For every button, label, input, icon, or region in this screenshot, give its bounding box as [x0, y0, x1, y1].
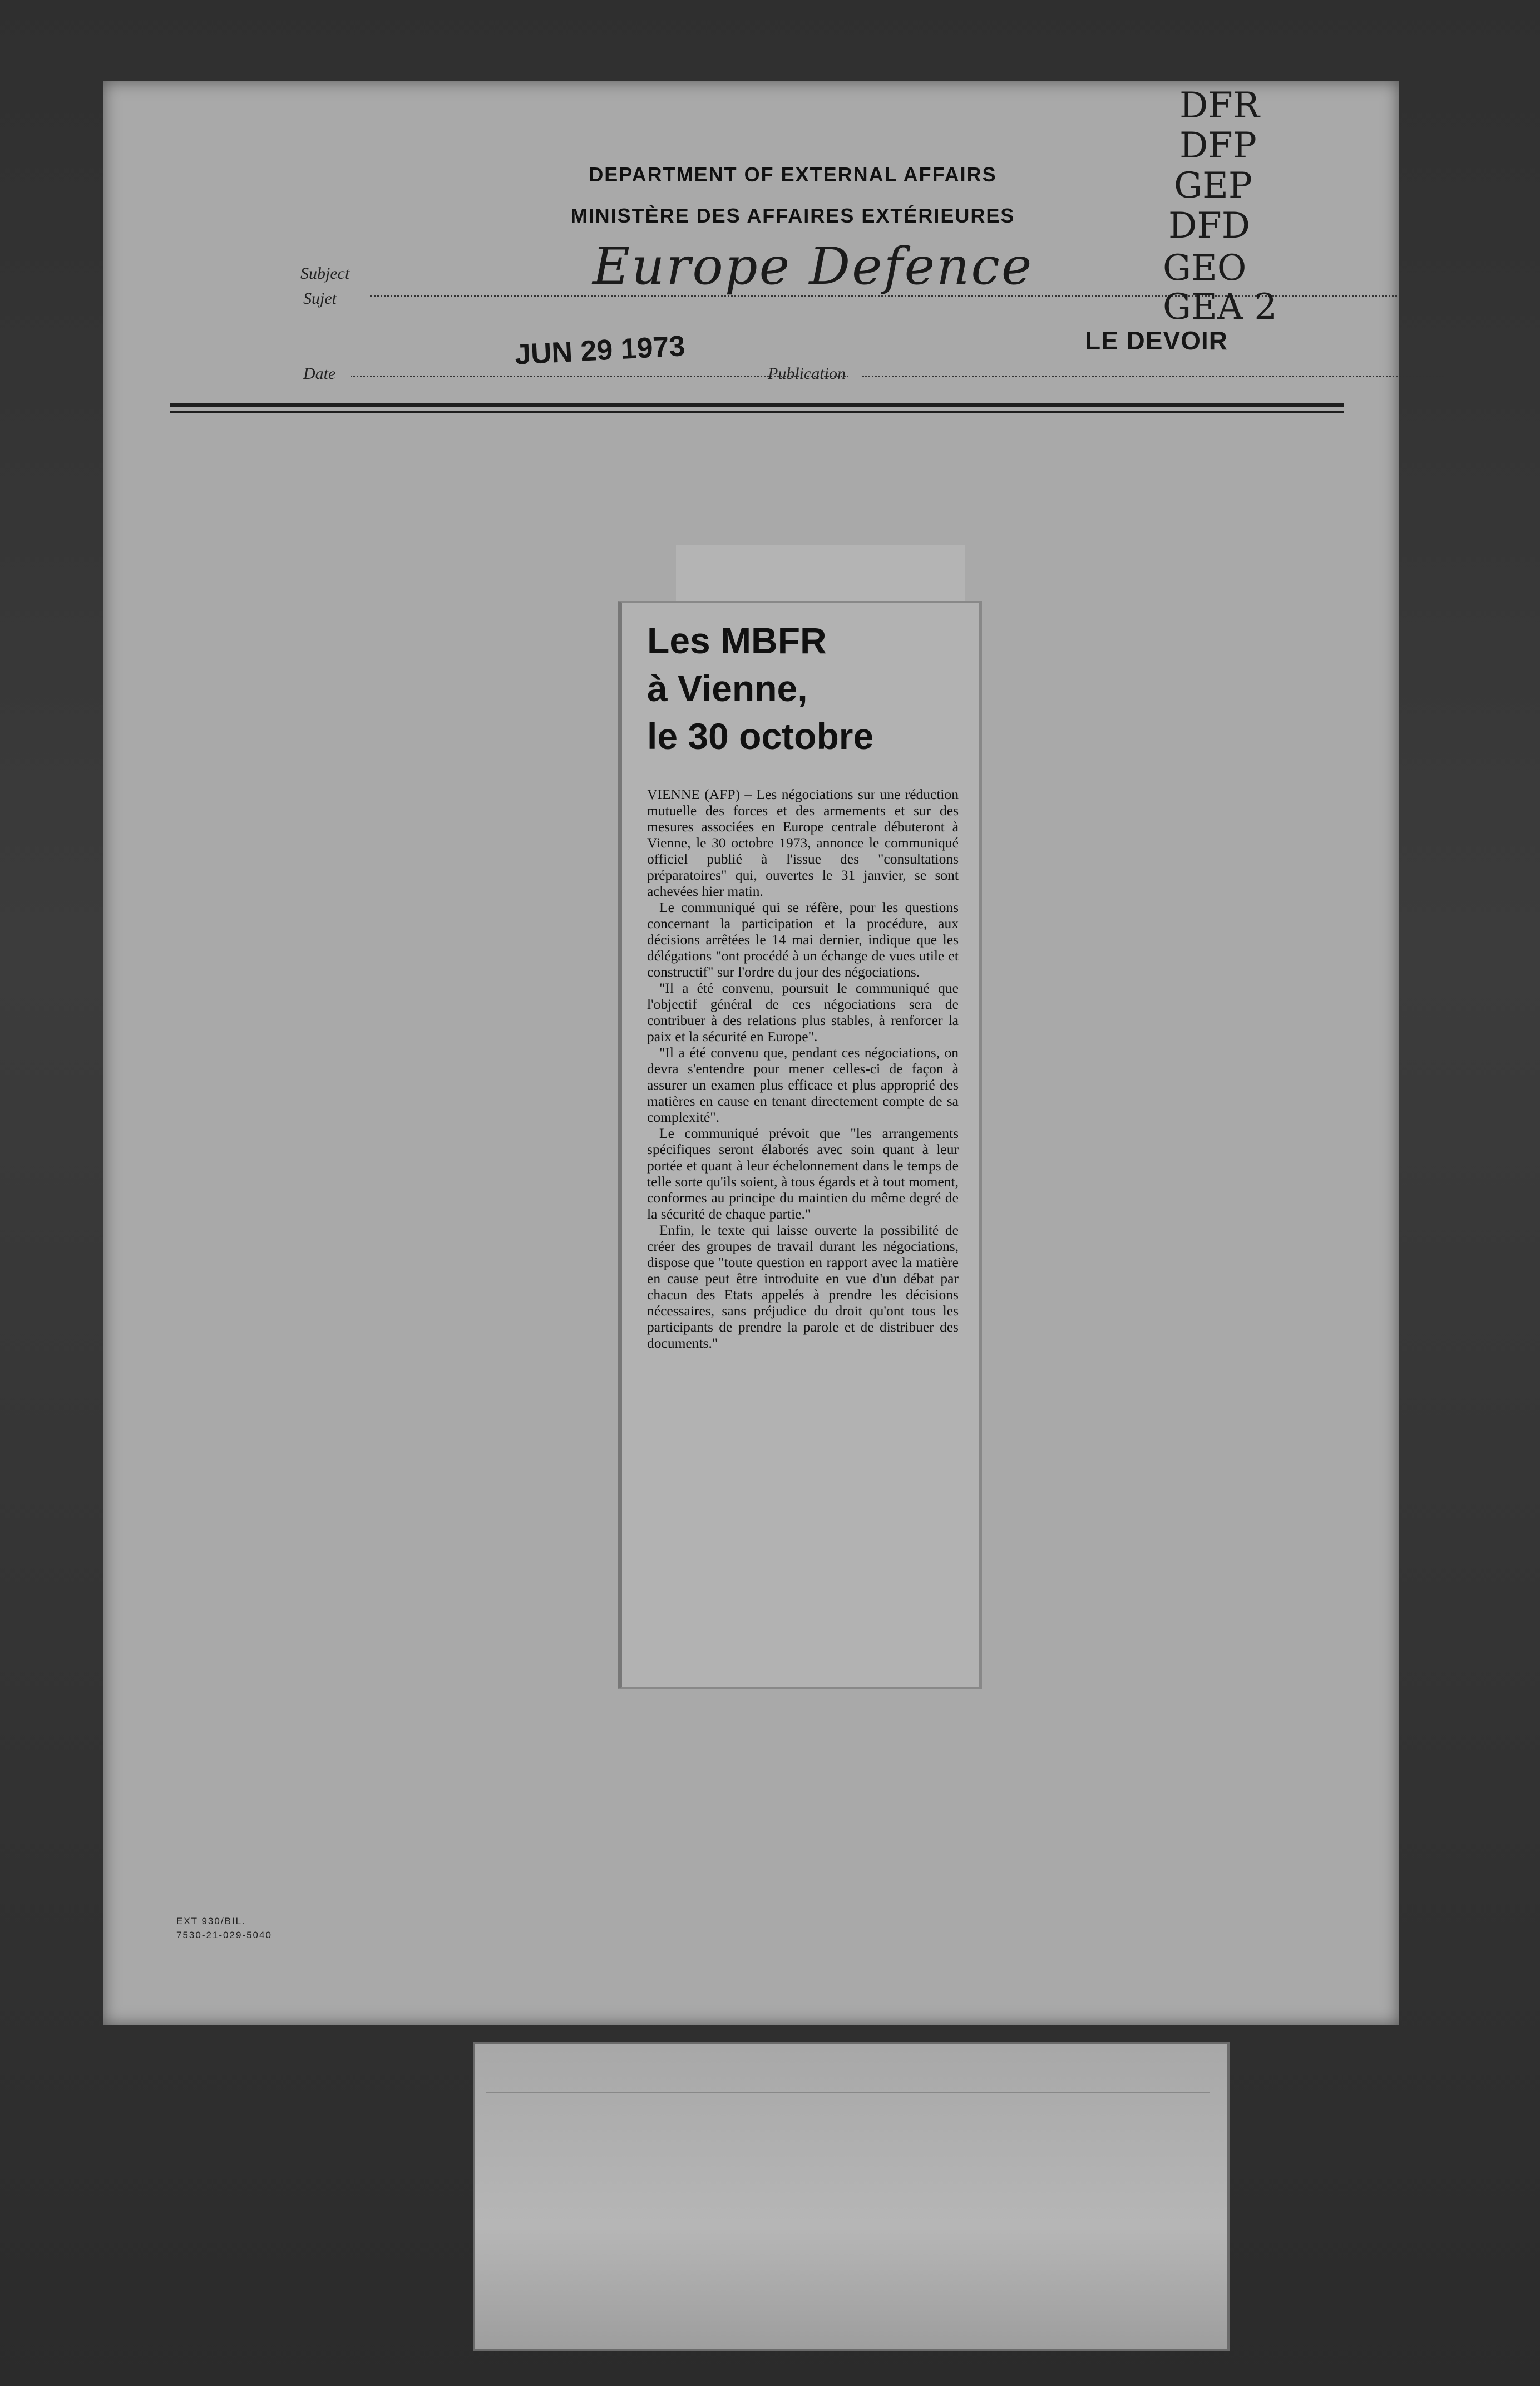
- headline-line: à Vienne,: [647, 668, 808, 709]
- form-number-line: EXT 930/BIL.: [176, 1916, 246, 1926]
- department-name-fr: MINISTÈRE DES AFFAIRES EXTÉRIEURES: [570, 204, 1015, 227]
- routing-code: GEA 2: [1163, 287, 1277, 328]
- headline-line: Les MBFR: [647, 620, 827, 661]
- date-label: Date: [303, 364, 336, 383]
- clipping-headline: [647, 617, 970, 760]
- header-divider: [170, 411, 1344, 413]
- subject-label: Subject: [300, 264, 350, 283]
- header-divider: [170, 403, 1344, 407]
- article-paragraph: Le communiqué qui se réfère, pour les questions concernant la participation et la procédure, aux décisions arrêtées le 14 mai dernier, indique que les délégations "ont procédé à un échange de vues utile et constructif" sur l'ordre du jour des négociations.: [647, 899, 959, 980]
- subject-handwritten: Europe Defence: [593, 236, 1034, 296]
- form-number-line: 7530-21-029-5040: [176, 1930, 272, 1940]
- clipping-form-sheet: [103, 81, 1399, 2025]
- routing-code: GEO: [1163, 248, 1247, 289]
- article-paragraph: Enfin, le texte qui laisse ouverte la possibilité de créer des groupes de travail durant les négociations, dispose que "toute question en rapport avec la matière en cause peut être introduite en vue d'un débat par chacun des Etats appelés à prendre les décisions nécessaires, sans préjudice du droit qu'ont tous les participants de prendre la parole et de distribuer des documents.": [647, 1222, 959, 1351]
- date-stamp: JUN 29 1973: [514, 330, 686, 371]
- article-paragraph: Le communiqué prévoit que "les arrangements spécifiques seront élaborés avec soin quant à leur portée et quant à leur échelonnement dans le temps de telle sorte qu'ils soient, à tous égards et à tout moment, conformes au principe du maintien du même degré de la sécurité de chaque partie.": [647, 1125, 959, 1222]
- headline-line: le 30 octobre: [647, 716, 874, 757]
- article-paragraph: VIENNE (AFP) – Les négociations sur une réduction mutuelle des forces et des armements et sur des mesures associées en Europe centrale débuteront à Vienne, le 30 octobre 1973, annonce le communiqué officiel publié à l'issue des "consultations préparatoires" qui, ouvertes le 31 janvier, se sont achevées hier matin.: [647, 786, 959, 899]
- envelope-scrap: [473, 2042, 1230, 2351]
- publication-stamp: LE DEVOIR: [1085, 326, 1228, 355]
- article-paragraph: "Il a été convenu, poursuit le communiqué que l'objectif général de ces négociations sera de contribuer à des relations plus stables, à renforcer la paix et la sécurité en Europe".: [647, 980, 959, 1044]
- routing-code: DFD: [1168, 205, 1251, 247]
- department-name-en: DEPARTMENT OF EXTERNAL AFFAIRS: [589, 163, 997, 186]
- clipping-body: [647, 786, 959, 1671]
- publication-label: Publication: [768, 364, 846, 383]
- article-paragraph: "Il a été convenu que, pendant ces négociations, on devra s'entendre pour mener celles-ci de façon à assurer un examen plus efficace et plus approprié des matières en cause en tenant directement compte de sa complexité".: [647, 1044, 959, 1125]
- routing-code: DFP: [1179, 125, 1257, 166]
- sujet-label: Sujet: [303, 289, 337, 308]
- publication-rule: [862, 376, 1444, 377]
- newspaper-clipping: [618, 601, 982, 1689]
- envelope-flap: [486, 2058, 1210, 2093]
- routing-code: DFR: [1179, 85, 1260, 126]
- form-number: [176, 1914, 272, 1942]
- routing-code: GEP: [1174, 165, 1252, 206]
